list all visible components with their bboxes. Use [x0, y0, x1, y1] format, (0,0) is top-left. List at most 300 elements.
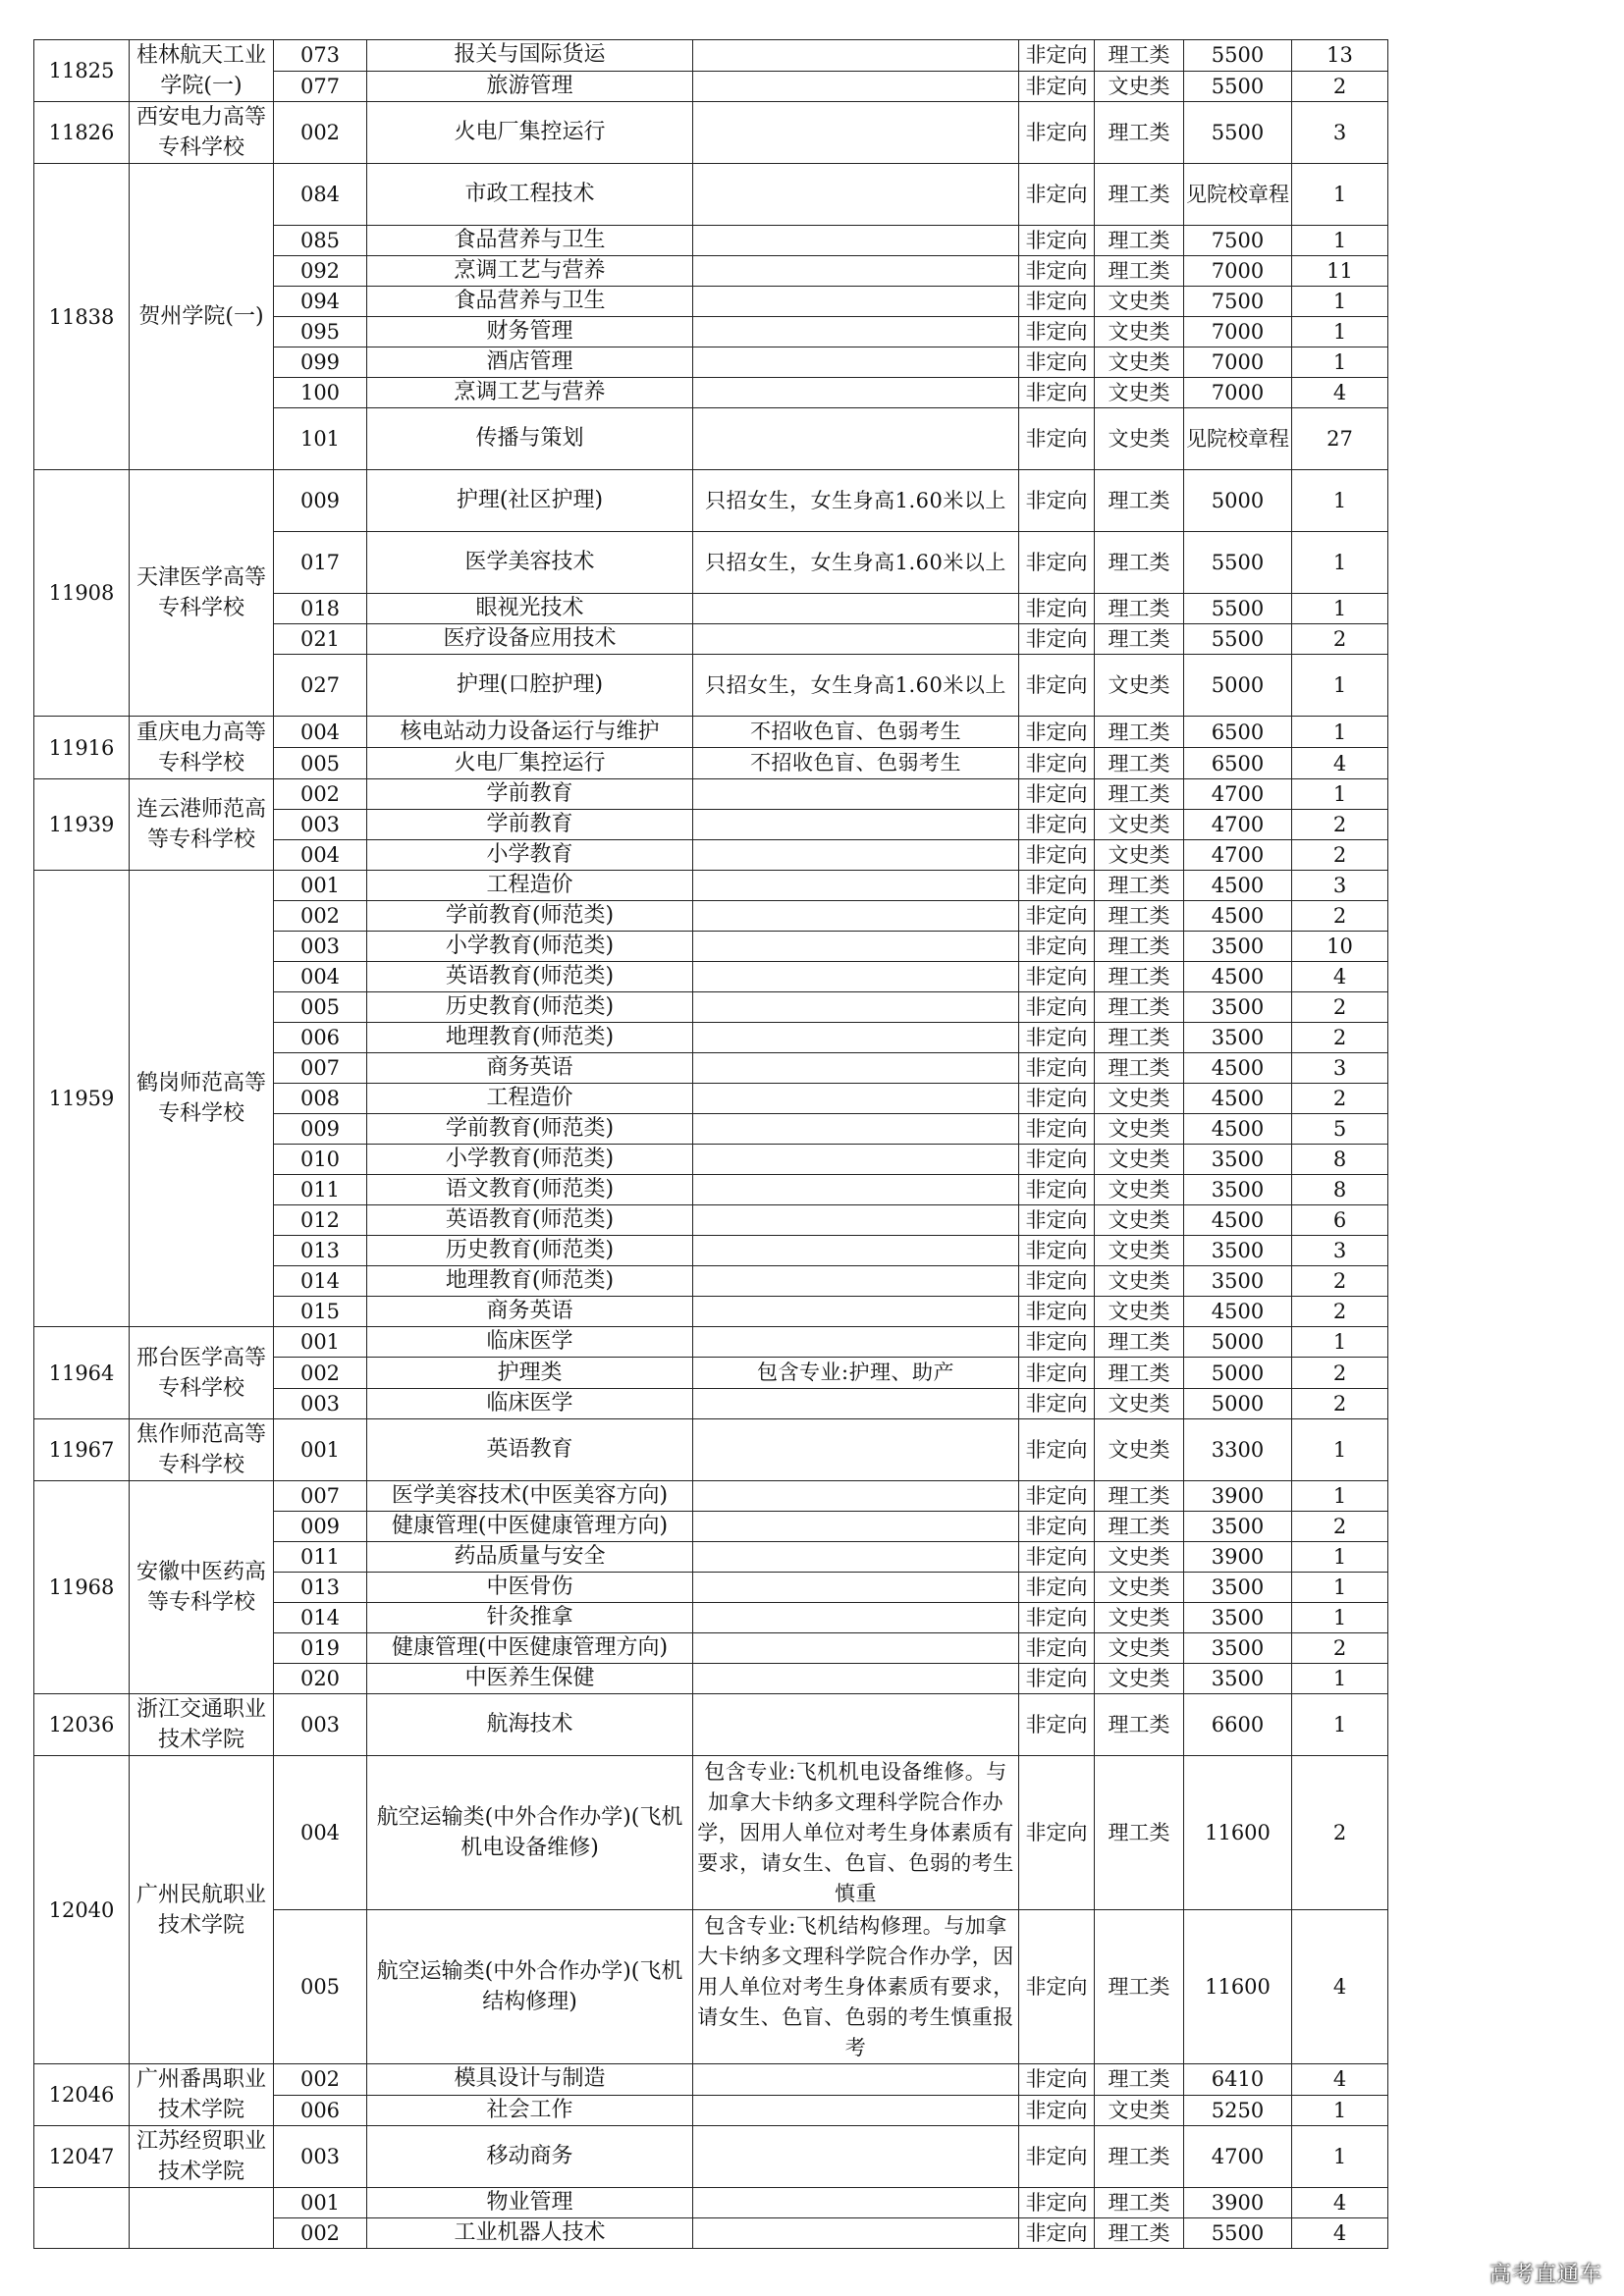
- plan-count: 4: [1292, 1910, 1388, 2064]
- subject-category: 文史类: [1095, 1419, 1184, 1481]
- subject-category: 文史类: [1095, 1633, 1184, 1664]
- plan-type: 非定向: [1019, 840, 1095, 871]
- tuition: 5000: [1184, 1327, 1292, 1358]
- table-row: [34, 1756, 1388, 1910]
- remark: 不招收色盲、色弱考生: [693, 717, 1019, 748]
- major-name: 小学教育(师范类): [367, 932, 693, 962]
- remark: [693, 779, 1019, 810]
- major-name: 护理类: [367, 1358, 693, 1389]
- major-code: 002: [274, 779, 367, 810]
- tuition: 3900: [1184, 1481, 1292, 1512]
- tuition: 11600: [1184, 1910, 1292, 2064]
- plan-count: 1: [1292, 655, 1388, 717]
- major-name: 火电厂集控运行: [367, 748, 693, 779]
- table-row: [34, 1481, 1388, 1512]
- remark: [693, 1419, 1019, 1481]
- subject-category: 文史类: [1095, 1297, 1184, 1327]
- remark: 包含专业:飞机结构修理。与加拿大卡纳多文理科学院合作办学，因用人单位对考生身体素质有要求，请女生、色盲、色弱的考生慎重报考: [693, 1910, 1019, 2064]
- major-code: 027: [274, 655, 367, 717]
- remark: [693, 962, 1019, 992]
- tuition: 7000: [1184, 317, 1292, 347]
- major-code: 019: [274, 1633, 367, 1664]
- major-name: 物业管理: [367, 2188, 693, 2218]
- plan-type: 非定向: [1019, 1114, 1095, 1145]
- major-name: 药品质量与安全: [367, 1542, 693, 1573]
- plan-count: 1: [1292, 1603, 1388, 1633]
- plan-count: 1: [1292, 1419, 1388, 1481]
- subject-category: 理工类: [1095, 40, 1184, 72]
- major-code: 009: [274, 470, 367, 532]
- plan-type: 非定向: [1019, 624, 1095, 655]
- plan-type: 非定向: [1019, 2064, 1095, 2096]
- plan-count: 1: [1292, 287, 1388, 317]
- school-code: 12047: [34, 2126, 130, 2188]
- remark: [693, 378, 1019, 408]
- major-code: 011: [274, 1542, 367, 1573]
- subject-category: 理工类: [1095, 932, 1184, 962]
- major-name: 医疗设备应用技术: [367, 624, 693, 655]
- major-code: 084: [274, 164, 367, 226]
- tuition: 7000: [1184, 256, 1292, 287]
- watermark: 高考直通车: [1489, 2263, 1602, 2287]
- remark: [693, 1175, 1019, 1205]
- table-row: [34, 1327, 1388, 1358]
- major-code: 001: [274, 2188, 367, 2218]
- plan-count: 6: [1292, 1205, 1388, 1236]
- major-name: 传播与策划: [367, 408, 693, 470]
- remark: [693, 347, 1019, 378]
- remark: [693, 810, 1019, 840]
- subject-category: 理工类: [1095, 2064, 1184, 2096]
- plan-type: 非定向: [1019, 71, 1095, 102]
- plan-count: 1: [1292, 1664, 1388, 1694]
- school-code: 11968: [34, 1481, 130, 1694]
- major-code: 015: [274, 1297, 367, 1327]
- plan-type: 非定向: [1019, 2126, 1095, 2188]
- remark: [693, 1114, 1019, 1145]
- remark: 包含专业:飞机机电设备维修。与加拿大卡纳多文理科学院合作办学，因用人单位对考生身体素质有要求，请女生、色盲、色弱的考生慎重: [693, 1756, 1019, 1910]
- plan-count: 27: [1292, 408, 1388, 470]
- remark: 只招女生，女生身高1.60米以上: [693, 532, 1019, 594]
- plan-type: 非定向: [1019, 1419, 1095, 1481]
- remark: [693, 624, 1019, 655]
- tuition: 4700: [1184, 2126, 1292, 2188]
- plan-type: 非定向: [1019, 40, 1095, 72]
- major-name: 酒店管理: [367, 347, 693, 378]
- major-code: 101: [274, 408, 367, 470]
- tuition: 3500: [1184, 1236, 1292, 1266]
- subject-category: 文史类: [1095, 408, 1184, 470]
- major-code: 002: [274, 102, 367, 164]
- plan-count: 1: [1292, 1573, 1388, 1603]
- plan-count: 2: [1292, 1633, 1388, 1664]
- plan-type: 非定向: [1019, 1603, 1095, 1633]
- subject-category: 理工类: [1095, 2218, 1184, 2249]
- school-name: 江苏经贸职业技术学院: [130, 2126, 274, 2188]
- plan-type: 非定向: [1019, 1633, 1095, 1664]
- plan-type: 非定向: [1019, 1512, 1095, 1542]
- major-code: 006: [274, 2095, 367, 2126]
- remark: [693, 871, 1019, 901]
- remark: [693, 1084, 1019, 1114]
- plan-type: 非定向: [1019, 470, 1095, 532]
- major-code: 077: [274, 71, 367, 102]
- major-code: 012: [274, 1205, 367, 1236]
- tuition: 3500: [1184, 1145, 1292, 1175]
- tuition: 5500: [1184, 71, 1292, 102]
- major-name: 工程造价: [367, 1084, 693, 1114]
- remark: [693, 2126, 1019, 2188]
- major-name: 烹调工艺与营养: [367, 256, 693, 287]
- remark: [693, 2064, 1019, 2096]
- major-code: 004: [274, 962, 367, 992]
- tuition: 4500: [1184, 1114, 1292, 1145]
- subject-category: 理工类: [1095, 256, 1184, 287]
- tuition: 5000: [1184, 1389, 1292, 1419]
- school-code: 11967: [34, 1419, 130, 1481]
- subject-category: 文史类: [1095, 287, 1184, 317]
- plan-type: 非定向: [1019, 378, 1095, 408]
- subject-category: 理工类: [1095, 992, 1184, 1023]
- major-code: 001: [274, 871, 367, 901]
- school-name: 安徽中医药高等专科学校: [130, 1481, 274, 1694]
- plan-type: 非定向: [1019, 1297, 1095, 1327]
- major-code: 005: [274, 748, 367, 779]
- major-name: 市政工程技术: [367, 164, 693, 226]
- plan-count: 1: [1292, 226, 1388, 256]
- remark: [693, 256, 1019, 287]
- table-row: [34, 1419, 1388, 1481]
- table-row: [34, 1694, 1388, 1756]
- plan-type: 非定向: [1019, 102, 1095, 164]
- subject-category: 理工类: [1095, 779, 1184, 810]
- major-code: 021: [274, 624, 367, 655]
- plan-count: 10: [1292, 932, 1388, 962]
- major-name: 针灸推拿: [367, 1603, 693, 1633]
- plan-count: 1: [1292, 2095, 1388, 2126]
- subject-category: 理工类: [1095, 226, 1184, 256]
- major-code: 002: [274, 2218, 367, 2249]
- plan-type: 非定向: [1019, 1481, 1095, 1512]
- major-code: 001: [274, 1327, 367, 1358]
- plan-count: 4: [1292, 2064, 1388, 2096]
- major-code: 100: [274, 378, 367, 408]
- major-code: 003: [274, 2126, 367, 2188]
- remark: [693, 1023, 1019, 1053]
- major-code: 007: [274, 1053, 367, 1084]
- plan-count: 4: [1292, 2218, 1388, 2249]
- major-code: 003: [274, 932, 367, 962]
- plan-type: 非定向: [1019, 871, 1095, 901]
- tuition: 6500: [1184, 717, 1292, 748]
- major-code: 004: [274, 1756, 367, 1910]
- plan-count: 2: [1292, 1358, 1388, 1389]
- tuition: 3500: [1184, 1023, 1292, 1053]
- remark: [693, 2218, 1019, 2249]
- table-row: [34, 717, 1388, 748]
- tuition: 3500: [1184, 1573, 1292, 1603]
- plan-type: 非定向: [1019, 408, 1095, 470]
- remark: [693, 226, 1019, 256]
- major-name: 健康管理(中医健康管理方向): [367, 1633, 693, 1664]
- plan-type: 非定向: [1019, 810, 1095, 840]
- plan-type: 非定向: [1019, 655, 1095, 717]
- plan-type: 非定向: [1019, 717, 1095, 748]
- school-name: 桂林航天工业学院(一): [130, 40, 274, 102]
- admission-plan-sheet: [33, 39, 1388, 2249]
- major-code: 013: [274, 1573, 367, 1603]
- major-name: 小学教育(师范类): [367, 1145, 693, 1175]
- plan-count: 2: [1292, 1023, 1388, 1053]
- remark: [693, 901, 1019, 932]
- remark: [693, 287, 1019, 317]
- major-name: 临床医学: [367, 1327, 693, 1358]
- school-name: 邢台医学高等专科学校: [130, 1327, 274, 1419]
- subject-category: 理工类: [1095, 594, 1184, 624]
- plan-count: 4: [1292, 962, 1388, 992]
- plan-type: 非定向: [1019, 1327, 1095, 1358]
- plan-count: 1: [1292, 1481, 1388, 1512]
- subject-category: 理工类: [1095, 2188, 1184, 2218]
- plan-count: 1: [1292, 164, 1388, 226]
- major-code: 007: [274, 1481, 367, 1512]
- remark: [693, 1664, 1019, 1694]
- plan-count: 2: [1292, 810, 1388, 840]
- school-name: [130, 2188, 274, 2249]
- tuition: 3500: [1184, 992, 1292, 1023]
- tuition: 7500: [1184, 226, 1292, 256]
- major-code: 009: [274, 1512, 367, 1542]
- major-code: 099: [274, 347, 367, 378]
- table-row: [34, 2064, 1388, 2096]
- major-name: 中医骨伤: [367, 1573, 693, 1603]
- remark: 不招收色盲、色弱考生: [693, 748, 1019, 779]
- remark: [693, 1633, 1019, 1664]
- subject-category: 文史类: [1095, 1114, 1184, 1145]
- remark: [693, 1266, 1019, 1297]
- tuition: 见院校章程: [1184, 408, 1292, 470]
- major-name: 地理教育(师范类): [367, 1023, 693, 1053]
- school-name: 焦作师范高等专科学校: [130, 1419, 274, 1481]
- remark: [693, 2188, 1019, 2218]
- major-code: 017: [274, 532, 367, 594]
- school-name: 西安电力高等专科学校: [130, 102, 274, 164]
- major-code: 073: [274, 40, 367, 72]
- table-row: [34, 470, 1388, 532]
- school-code: 11939: [34, 779, 130, 871]
- major-name: 食品营养与卫生: [367, 287, 693, 317]
- major-code: 004: [274, 717, 367, 748]
- plan-count: 8: [1292, 1145, 1388, 1175]
- tuition: 3500: [1184, 1266, 1292, 1297]
- major-code: 002: [274, 2064, 367, 2096]
- plan-type: 非定向: [1019, 992, 1095, 1023]
- remark: [693, 102, 1019, 164]
- major-name: 护理(口腔护理): [367, 655, 693, 717]
- plan-type: 非定向: [1019, 1023, 1095, 1053]
- major-name: 商务英语: [367, 1053, 693, 1084]
- subject-category: 理工类: [1095, 624, 1184, 655]
- major-name: 模具设计与制造: [367, 2064, 693, 2096]
- plan-type: 非定向: [1019, 1145, 1095, 1175]
- plan-count: 2: [1292, 1266, 1388, 1297]
- subject-category: 文史类: [1095, 840, 1184, 871]
- subject-category: 理工类: [1095, 1694, 1184, 1756]
- plan-count: 13: [1292, 40, 1388, 72]
- major-code: 005: [274, 992, 367, 1023]
- major-code: 095: [274, 317, 367, 347]
- school-name: 广州番禺职业技术学院: [130, 2064, 274, 2126]
- school-code: 11964: [34, 1327, 130, 1419]
- plan-count: 3: [1292, 1236, 1388, 1266]
- tuition: 4700: [1184, 810, 1292, 840]
- plan-type: 非定向: [1019, 256, 1095, 287]
- tuition: 5500: [1184, 2218, 1292, 2249]
- major-name: 中医养生保健: [367, 1664, 693, 1694]
- school-name: 浙江交通职业技术学院: [130, 1694, 274, 1756]
- major-name: 烹调工艺与营养: [367, 378, 693, 408]
- plan-count: 1: [1292, 717, 1388, 748]
- subject-category: 文史类: [1095, 810, 1184, 840]
- subject-category: 文史类: [1095, 1084, 1184, 1114]
- major-name: 工业机器人技术: [367, 2218, 693, 2249]
- tuition: 5500: [1184, 594, 1292, 624]
- plan-type: 非定向: [1019, 1756, 1095, 1910]
- plan-type: 非定向: [1019, 1573, 1095, 1603]
- tuition: 5500: [1184, 532, 1292, 594]
- tuition: 6500: [1184, 748, 1292, 779]
- subject-category: 理工类: [1095, 1023, 1184, 1053]
- subject-category: 文史类: [1095, 1145, 1184, 1175]
- major-name: 工程造价: [367, 871, 693, 901]
- plan-count: 2: [1292, 624, 1388, 655]
- remark: [693, 1053, 1019, 1084]
- school-name: 天津医学高等专科学校: [130, 470, 274, 717]
- remark: [693, 1512, 1019, 1542]
- remark: 只招女生，女生身高1.60米以上: [693, 655, 1019, 717]
- remark: [693, 40, 1019, 72]
- school-code: 11959: [34, 871, 130, 1327]
- plan-type: 非定向: [1019, 1053, 1095, 1084]
- major-code: 008: [274, 1084, 367, 1114]
- major-name: 学前教育: [367, 810, 693, 840]
- school-code: 12036: [34, 1694, 130, 1756]
- major-code: 010: [274, 1145, 367, 1175]
- plan-count: 2: [1292, 71, 1388, 102]
- subject-category: 文史类: [1095, 71, 1184, 102]
- tuition: 3900: [1184, 2188, 1292, 2218]
- plan-type: 非定向: [1019, 932, 1095, 962]
- plan-count: 2: [1292, 840, 1388, 871]
- plan-type: 非定向: [1019, 532, 1095, 594]
- major-code: 001: [274, 1419, 367, 1481]
- tuition: 5000: [1184, 470, 1292, 532]
- subject-category: 理工类: [1095, 1512, 1184, 1542]
- plan-type: 非定向: [1019, 1236, 1095, 1266]
- remark: [693, 1694, 1019, 1756]
- subject-category: 理工类: [1095, 871, 1184, 901]
- tuition: 5500: [1184, 102, 1292, 164]
- tuition: 3500: [1184, 1664, 1292, 1694]
- plan-type: 非定向: [1019, 779, 1095, 810]
- tuition: 4500: [1184, 1297, 1292, 1327]
- tuition: 4500: [1184, 1084, 1292, 1114]
- school-name: 重庆电力高等专科学校: [130, 717, 274, 779]
- plan-count: 4: [1292, 378, 1388, 408]
- plan-count: 1: [1292, 470, 1388, 532]
- major-name: 旅游管理: [367, 71, 693, 102]
- table-row: [34, 871, 1388, 901]
- subject-category: 文史类: [1095, 347, 1184, 378]
- major-code: 005: [274, 1910, 367, 2064]
- plan-type: 非定向: [1019, 2218, 1095, 2249]
- remark: [693, 1573, 1019, 1603]
- tuition: 4700: [1184, 779, 1292, 810]
- subject-category: 理工类: [1095, 1358, 1184, 1389]
- plan-count: 11: [1292, 256, 1388, 287]
- tuition: 6600: [1184, 1694, 1292, 1756]
- tuition: 7000: [1184, 347, 1292, 378]
- plan-type: 非定向: [1019, 226, 1095, 256]
- plan-type: 非定向: [1019, 347, 1095, 378]
- school-code: 12046: [34, 2064, 130, 2126]
- plan-count: 5: [1292, 1114, 1388, 1145]
- major-name: 移动商务: [367, 2126, 693, 2188]
- major-name: 财务管理: [367, 317, 693, 347]
- subject-category: 理工类: [1095, 717, 1184, 748]
- subject-category: 理工类: [1095, 1756, 1184, 1910]
- subject-category: 理工类: [1095, 532, 1184, 594]
- plan-type: 非定向: [1019, 1664, 1095, 1694]
- major-name: 航海技术: [367, 1694, 693, 1756]
- major-name: 学前教育: [367, 779, 693, 810]
- plan-type: 非定向: [1019, 1694, 1095, 1756]
- plan-type: 非定向: [1019, 748, 1095, 779]
- table-row: [34, 2188, 1388, 2218]
- tuition: 7000: [1184, 378, 1292, 408]
- table-row: [34, 40, 1388, 72]
- major-name: 航空运输类(中外合作办学)(飞机机电设备维修): [367, 1756, 693, 1910]
- subject-category: 理工类: [1095, 1481, 1184, 1512]
- school-name: 鹤岗师范高等专科学校: [130, 871, 274, 1327]
- school-code: 11825: [34, 40, 130, 102]
- tuition: 4500: [1184, 871, 1292, 901]
- plan-type: 非定向: [1019, 287, 1095, 317]
- plan-count: 1: [1292, 347, 1388, 378]
- major-name: 医学美容技术: [367, 532, 693, 594]
- plan-type: 非定向: [1019, 594, 1095, 624]
- major-code: 085: [274, 226, 367, 256]
- subject-category: 文史类: [1095, 1266, 1184, 1297]
- major-code: 004: [274, 840, 367, 871]
- tuition: 6410: [1184, 2064, 1292, 2096]
- plan-type: 非定向: [1019, 317, 1095, 347]
- plan-count: 2: [1292, 1084, 1388, 1114]
- plan-count: 1: [1292, 1327, 1388, 1358]
- major-name: 学前教育(师范类): [367, 901, 693, 932]
- subject-category: 理工类: [1095, 962, 1184, 992]
- major-name: 社会工作: [367, 2095, 693, 2126]
- major-name: 语文教育(师范类): [367, 1175, 693, 1205]
- remark: 只招女生，女生身高1.60米以上: [693, 470, 1019, 532]
- major-name: 报关与国际货运: [367, 40, 693, 72]
- tuition: 3500: [1184, 1603, 1292, 1633]
- major-code: 003: [274, 1694, 367, 1756]
- plan-type: 非定向: [1019, 1084, 1095, 1114]
- major-code: 003: [274, 810, 367, 840]
- major-name: 核电站动力设备运行与维护: [367, 717, 693, 748]
- subject-category: 文史类: [1095, 2095, 1184, 2126]
